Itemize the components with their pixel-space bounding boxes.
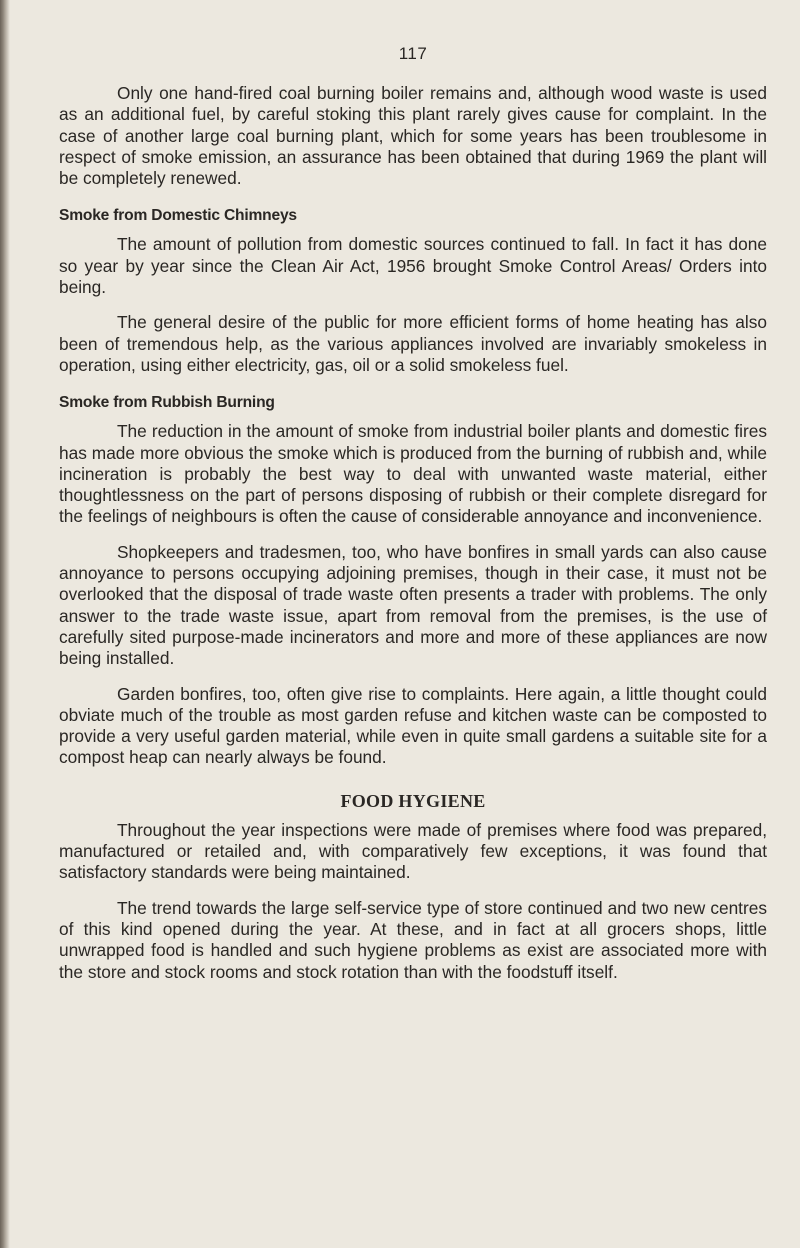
- paragraph-inspections: Throughout the year inspections were made of premises where food was prepared, manufactured or retailed and, with comparatively few exceptions, it was found that satisfactory standards were being maintained.: [59, 819, 767, 883]
- paragraph-home-heating: The general desire of the public for more efficient forms of home heating has also been of tremendous help, as the various appliances involved are invariably smokeless in operation, using either electricity, gas, oil or a solid smokeless fuel.: [59, 312, 767, 375]
- page-number: 117: [398, 44, 428, 63]
- paragraph-garden-bonfires: Garden bonfires, too, often give rise to complaints. Here again, a little thought could obviate much of the trouble as most garden refuse and kitchen waste can be composted to provide a very useful garden material, while even in quite small gardens a suitable site for a compost heap can nearly always be found.: [59, 683, 767, 768]
- paragraph-self-service-stores: The trend towards the large self-service type of store continued and two new centres of this kind opened during the year. At these, and in fact at all grocers shops, little unwrapped food is handled and such hygiene problems as exist are associated more with the store and stock rooms and stock rotation than with the foodstuff itself.: [59, 897, 767, 982]
- paragraph-rubbish-smoke: The reduction in the amount of smoke from industrial boiler plants and domestic fires has made more obvious the smoke which is produced from the burning of rubbish and, while incineration is probably the best way to deal with unwanted waste material, either thoughtlessness on the part of persons disposing of rubbish or their complete disregard for the feelings of neighbours is often the cause of considerable annoyance and inconvenience.: [59, 421, 767, 527]
- paragraph-domestic-pollution: The amount of pollution from domestic sources continued to fall. In fact it has done so year by year since the Clean Air Act, 1956 brought Smoke Control Areas/ Orders into being.: [59, 234, 767, 298]
- binding-edge: [0, 0, 10, 1248]
- heading-food-hygiene: FOOD HYGIENE: [340, 790, 486, 811]
- paragraph-shopkeepers: Shopkeepers and tradesmen, too, who have bonfires in small yards can also cause annoyance to persons occupying adjoining premises, though in their case, it must not be overlooked that the disposal of trade waste often presents a trader with problems. The only answer to the trade waste issue, apart from removal from the premises, is the use of carefully sited purpose-made incinerators and more and more of these appliances are now being installed.: [59, 541, 767, 669]
- heading-domestic-chimneys: Smoke from Domestic Chimneys: [59, 207, 297, 225]
- page-content: [59, 44, 767, 997]
- paragraph-boiler-plants: Only one hand-fired coal burning boiler remains and, although wood waste is used as an additional fuel, by careful stoking this plant rarely gives cause for complaint. In the case of another large coal burning plant, which for some years has been troublesome in respect of smoke emission, an assurance has been obtained that during 1969 the plant will be completely renewed.: [59, 83, 767, 189]
- heading-rubbish-burning: Smoke from Rubbish Burning: [59, 394, 275, 412]
